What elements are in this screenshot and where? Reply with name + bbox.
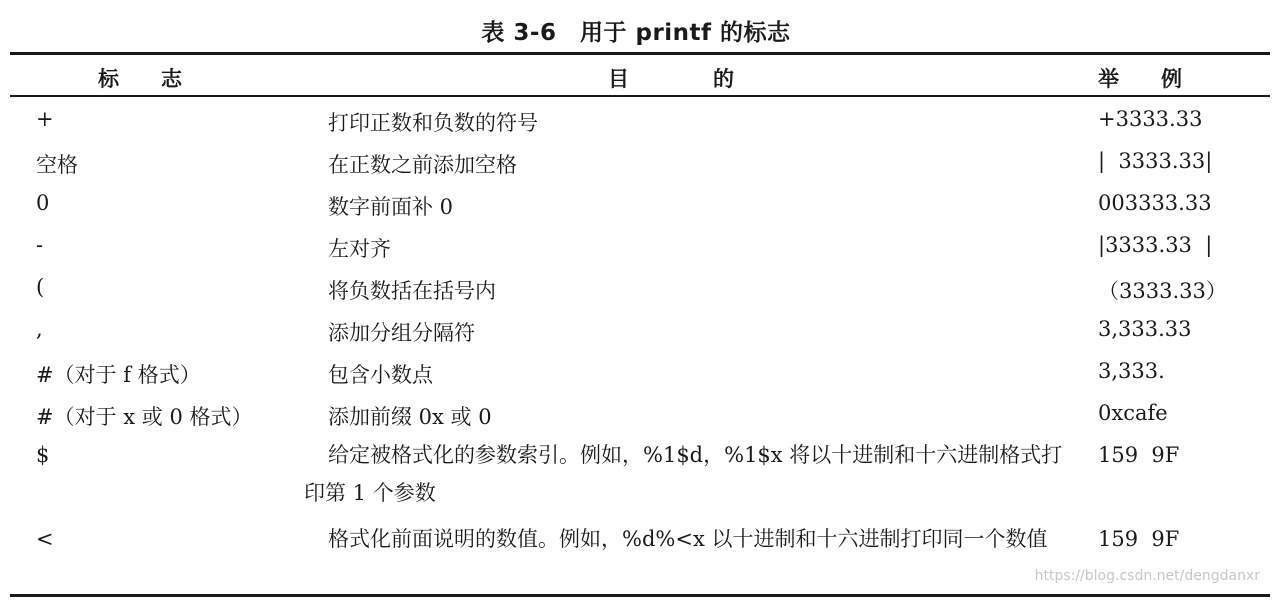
- purpose-cell: 包含小数点: [328, 363, 433, 387]
- flag-cell: -: [36, 233, 44, 257]
- purpose-cell: 将负数括在括号内: [328, 279, 496, 303]
- watermark-text: https://blog.csdn.net/dengdanxr: [1034, 568, 1260, 584]
- flag-cell: (: [36, 275, 45, 299]
- flag-cell: #（对于 f 格式）: [36, 363, 201, 387]
- table-row: [0, 435, 1272, 519]
- table-row: [0, 351, 1272, 393]
- example-cell: 0xcafe: [1098, 401, 1168, 425]
- example-cell: （3333.33）: [1098, 279, 1227, 303]
- bottom-rule: [10, 594, 1270, 597]
- table-header: [0, 55, 1272, 95]
- flag-cell: 0: [36, 191, 50, 215]
- table-row: [0, 225, 1272, 267]
- example-cell: |3333.33 |: [1098, 233, 1213, 257]
- header-example: 举 例: [1098, 67, 1182, 91]
- example-cell: 3,333.33: [1098, 317, 1192, 341]
- table-row: [0, 99, 1272, 141]
- flag-cell: <: [36, 527, 54, 551]
- table-row: [0, 267, 1272, 309]
- example-cell: | 3333.33|: [1098, 149, 1213, 173]
- purpose-cell: 左对齐: [328, 237, 391, 261]
- flag-cell: $: [36, 443, 50, 467]
- purpose-cell: 格式化前面说明的数值。例如，%d%<x 以十进制和十六进制打印同一个数值: [328, 527, 1048, 551]
- purpose-cell: 打印正数和负数的符号: [328, 111, 538, 135]
- example-cell: 159 9F: [1098, 527, 1180, 551]
- table-row: [0, 393, 1272, 435]
- header-flag: 标 志: [98, 67, 182, 91]
- table-row: [0, 183, 1272, 225]
- header-rule: [10, 95, 1270, 97]
- purpose-cell: 数字前面补 0: [328, 195, 454, 219]
- flag-cell: 空格: [36, 153, 78, 177]
- example-cell: 003333.33: [1098, 191, 1212, 215]
- table-body: [0, 99, 1272, 603]
- example-cell: 3,333.: [1098, 359, 1165, 383]
- purpose-cell: 添加前缀 0x 或 0: [328, 405, 492, 429]
- flag-cell: #（对于 x 或 0 格式）: [36, 405, 253, 429]
- purpose-cell: 在正数之前添加空格: [328, 153, 517, 177]
- purpose-cell: 给定被格式化的参数索引。例如，%1$d，%1$x 将以十进制和十六进制格式打印第 1 个参数: [304, 443, 1063, 505]
- example-cell: 159 9F: [1098, 443, 1180, 467]
- example-cell: +3333.33: [1098, 107, 1203, 131]
- table-row: [0, 519, 1272, 603]
- flag-cell: +: [36, 107, 54, 131]
- header-purpose: 目 的: [608, 67, 734, 91]
- table-row: [0, 309, 1272, 351]
- purpose-cell: 添加分组分隔符: [328, 321, 475, 345]
- table-row: [0, 141, 1272, 183]
- flag-cell: ,: [36, 317, 43, 341]
- table-title: 表 3-6 用于 printf 的标志: [481, 20, 791, 46]
